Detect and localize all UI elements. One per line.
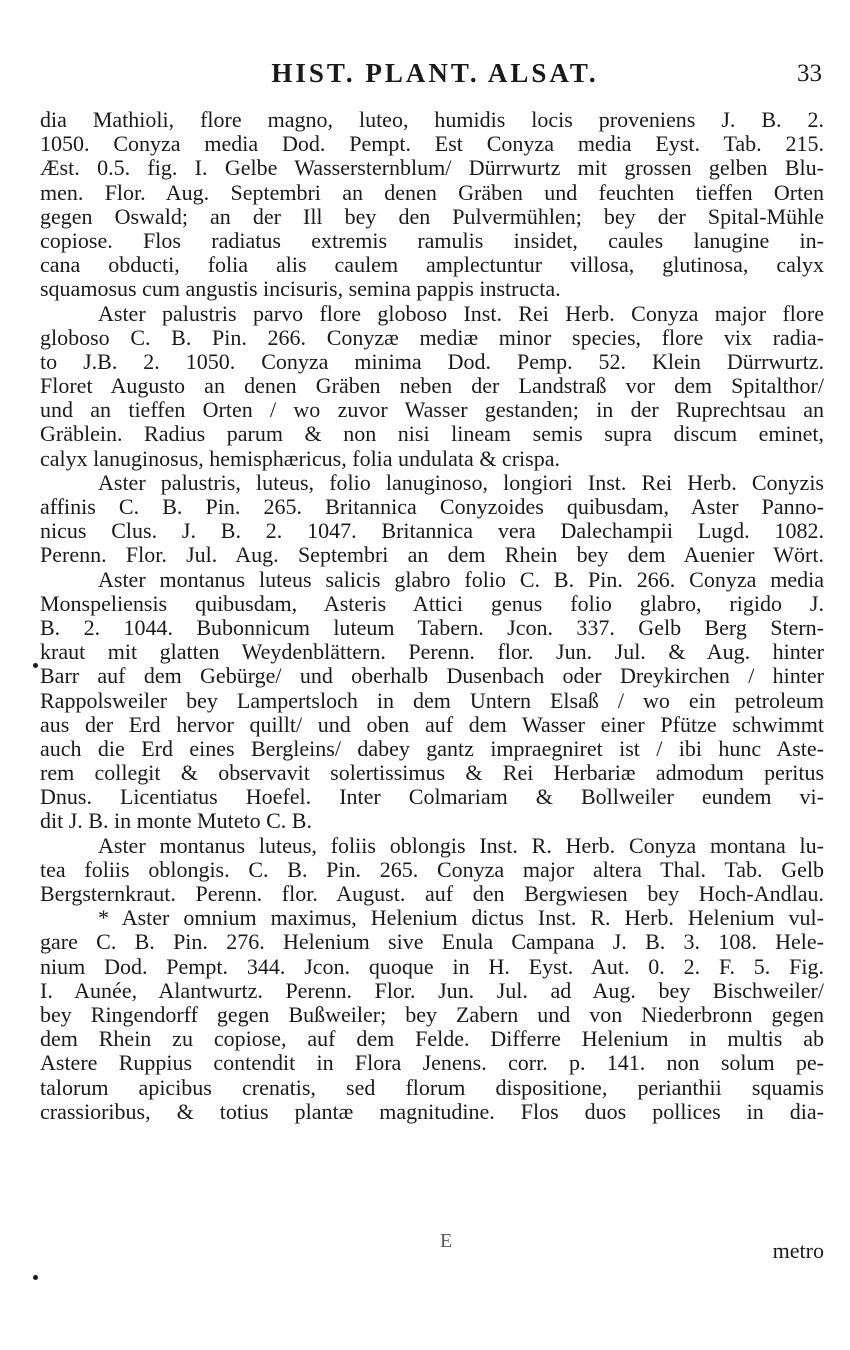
text-line: gegen Oswald; an der Ill bey den Pulvermühlen; bey der Spital-Mühle [40,204,824,229]
text-line: tea foliis oblongis. C. B. Pin. 265. Conyza major altera Thal. Tab. Gelb [40,857,824,882]
text-line: auch die Erd eines Bergleins/ dabey gantz impraegniret ist / ibi hunc Aste- [40,736,824,761]
text-line: crassioribus, & totius plantæ magnitudine. Flos duos pollices in dia- [40,1099,824,1124]
text-line: gare C. B. Pin. 276. Helenium sive Enula Campana J. B. 3. 108. Hele- [40,930,824,955]
text-line: Rappolsweiler bey Lampertsloch in dem Untern Elsaß / wo ein petroleum [40,688,824,713]
text-line: squamosus cum angustis incisuris, semina pappis instructa. [40,277,561,302]
body-text [40,108,824,1124]
text-line: nicus Clus. J. B. 2. 1047. Britannica vera Dalechampii Lugd. 1082. [40,519,824,544]
text-line: men. Flor. Aug. Septembri an denen Gräben und feuchten tieffen Orten [40,180,824,205]
text-line: Floret Augusto an denen Gräben neben der Landstraß vor dem Spitalthor/ [40,374,824,399]
running-title: HIST. PLANT. ALSAT. [271,58,599,88]
text-line: Astere Ruppius contendit in Flora Jenens. corr. p. 141. non solum pe- [40,1051,824,1076]
text-line: Gräblein. Radius parum & non nisi lineam semis supra discum eminet, [40,422,824,447]
text-line: nium Dod. Pempt. 344. Jcon. quoque in H. Eyst. Aut. 0. 2. F. 5. Fig. [40,954,824,979]
text-line: dia Mathioli, flore magno, luteo, humidis locis proveniens J. B. 2. [40,108,824,132]
catchword: metro [772,1238,824,1263]
text-line: Aster montanus luteus salicis glabro folio C. B. Pin. 266. Conyza media [98,567,824,592]
text-line: to J.B. 2. 1050. Conyza minima Dod. Pemp. 52. Klein Dürrwurtz. [40,349,824,374]
text-line: Dnus. Licentiatus Hoefel. Inter Colmariam & Bollweiler eundem vi- [40,785,824,810]
text-line: Aster palustris, luteus, folio lanuginoso, longiori Inst. Rei Herb. Conyzis [98,470,824,495]
margin-dot [33,663,38,668]
text-line: Perenn. Flor. Jul. Aug. Septembri an dem Rhein bey dem Auenier Wört. [40,543,824,568]
text-line: copiose. Flos radiatus extremis ramulis insidet, caules lanugine in- [40,228,824,253]
text-line: dit J. B. in monte Muteto C. B. [40,809,312,834]
text-line: * Aster omnium maximus, Helenium dictus Inst. R. Herb. Helenium vul- [98,906,824,931]
text-line: Aster montanus luteus, foliis oblongis Inst. R. Herb. Conyza montana lu- [98,833,824,858]
text-line: I. Aunée, Alantwurtz. Perenn. Flor. Jun. Jul. ad Aug. bey Bischweiler/ [40,978,824,1003]
text-line: dem Rhein zu copiose, auf dem Felde. Differre Helenium in multis ab [40,1027,824,1052]
text-line: und an tieffen Orten / wo zuvor Wasser gestanden; in der Ruprechtsau an [40,398,824,423]
text-line: B. 2. 1044. Bubonnicum luteum Tabern. Jcon. 337. Gelb Berg Stern- [40,615,824,640]
text-line: bey Ringendorff gegen Bußweiler; bey Zabern und von Niederbronn gegen [40,1002,824,1027]
page-number: 33 [797,60,822,87]
text-line: Monspeliensis quibusdam, Asteris Attici genus folio glabro, rigido J. [40,591,824,616]
text-line: rem collegit & observavit solertissimus & Rei Herbariæ admodum peritus [40,761,824,786]
margin-dot [33,1275,38,1280]
text-line: calyx lanuginosus, hemisphæricus, folia undulata & crispa. [40,446,560,471]
text-line: cana obducti, folia alis caulem amplectuntur villosa, glutinosa, calyx [40,253,824,278]
text-line: 1050. Conyza media Dod. Pempt. Est Conyza media Eyst. Tab. 215. [40,132,824,157]
text-line: affinis C. B. Pin. 265. Britannica Conyzoides quibusdam, Aster Panno- [40,495,824,519]
text-line: kraut mit glatten Weydenblättern. Perenn. flor. Jun. Jul. & Aug. hinter [40,640,824,665]
text-line: Bergsternkraut. Perenn. flor. August. auf den Bergwiesen bey Hoch-Andlau. [40,882,824,906]
signature-mark: E [440,1230,453,1252]
page-header [40,58,830,92]
text-line: aus der Erd hervor quillt/ und oben auf dem Wasser einer Pfütze schwimmt [40,712,824,737]
text-line: Aster palustris parvo flore globoso Inst. Rei Herb. Conyza major flore [98,301,824,326]
text-line: Æst. 0.5. fig. I. Gelbe Wasserstern​blum/ Dürrwurtz mit grossen gelben Blu- [40,156,824,181]
text-line: talorum apicibus crenatis, sed florum dispositione, perianthii squamis [40,1075,824,1100]
text-line: globoso C. B. Pin. 266. Conyzæ mediæ minor species, flore vix radia- [40,325,824,350]
text-line: Barr auf dem Gebürge/ und oberhalb Dusenbach oder Dreykirchen / hinter [40,664,824,689]
